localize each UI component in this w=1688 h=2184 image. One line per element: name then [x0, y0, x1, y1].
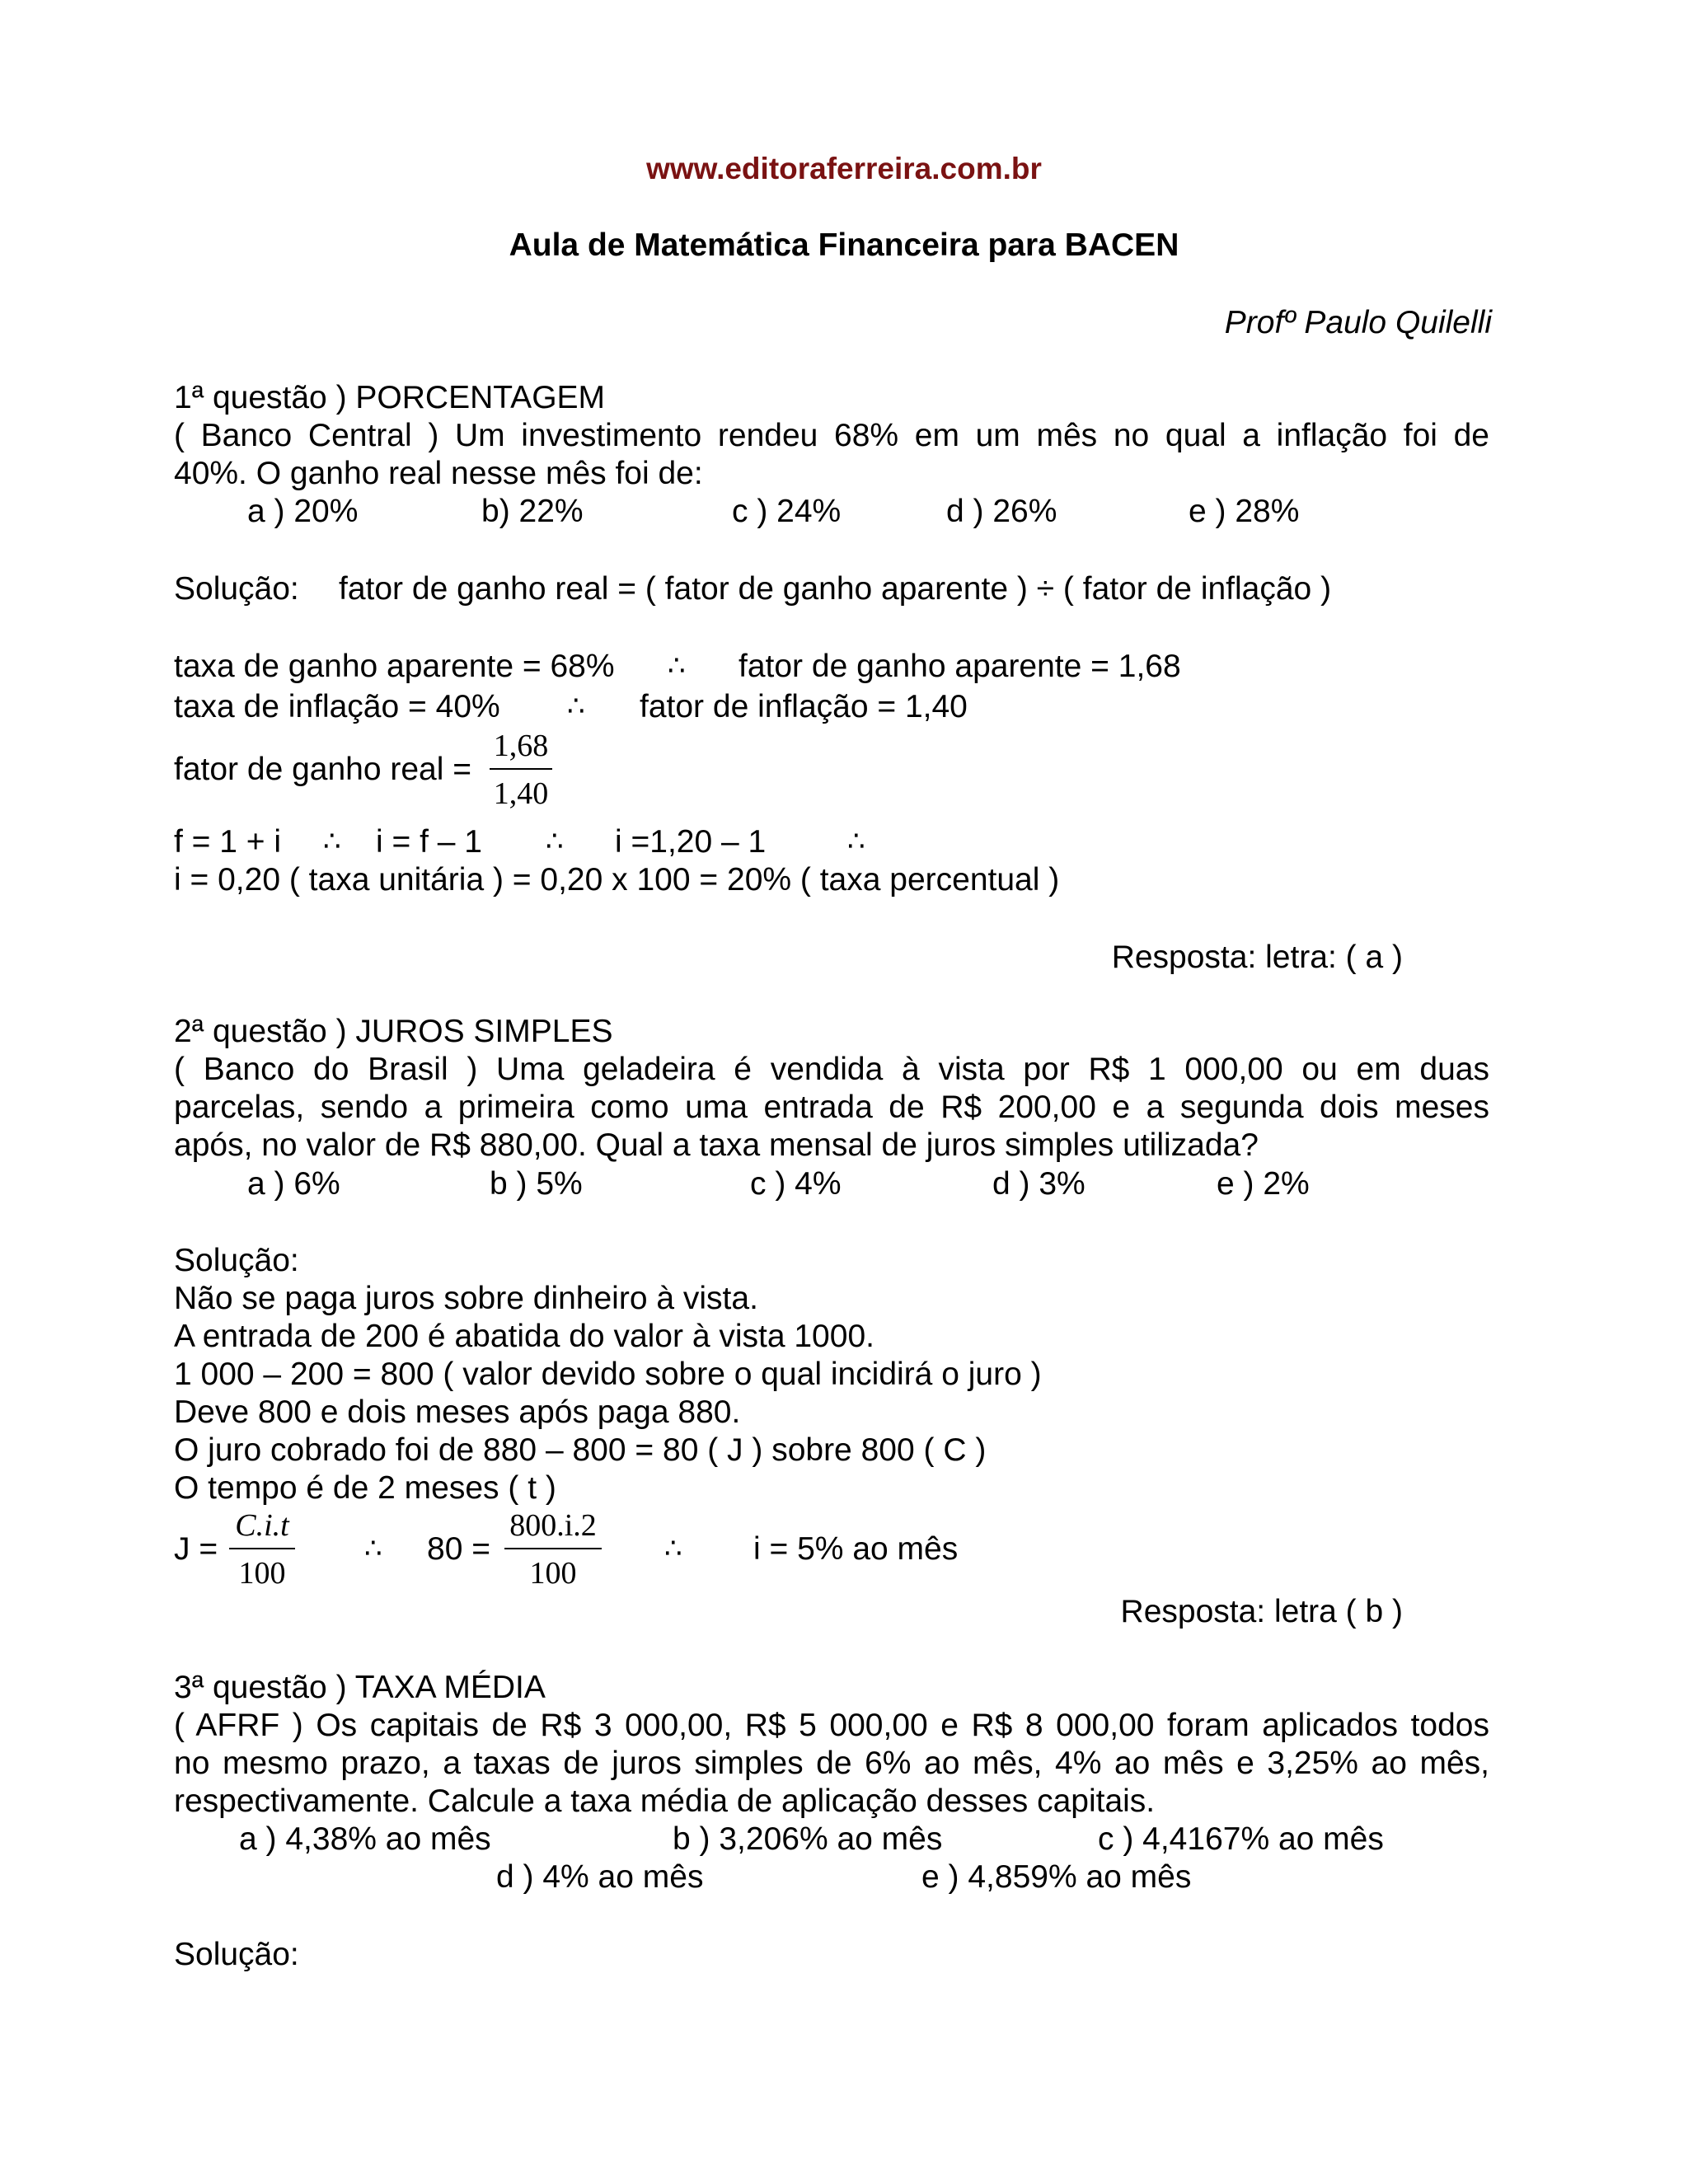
q3-solution-label: Solução:: [174, 1937, 299, 1972]
q2-solution-line: Deve 800 e dois meses após paga 880.: [174, 1394, 741, 1430]
q1-statement-line1: ( Banco Central ) Um investimento rendeu 68% em um mês no qual a inflação foi de: [174, 418, 1489, 453]
q2-j-label: J =: [174, 1531, 218, 1567]
q2-statement-line2: parcelas, sendo a primeira como uma entrada de R$ 200,00 e a segunda dois meses: [174, 1090, 1489, 1125]
q2-option-e: e ) 2%: [1217, 1166, 1310, 1202]
q1-fator-real-label: fator de ganho real =: [174, 752, 472, 787]
q2-j-fraction: [229, 1510, 295, 1589]
therefore-symbol: ∴: [567, 690, 585, 723]
fraction-bar: [490, 768, 552, 770]
q1-option-e: e ) 28%: [1189, 494, 1300, 529]
q3-heading: 3ª questão ) TAXA MÉDIA: [174, 1670, 546, 1705]
q1-f-formula: f = 1 + i: [174, 824, 282, 860]
q1-option-a: a ) 20%: [247, 494, 359, 529]
q2-solution-line: A entrada de 200 é abatida do valor à vista 1000.: [174, 1319, 874, 1354]
q1-result-line: i = 0,20 ( taxa unitária ) = 0,20 x 100 = 20% ( taxa percentual ): [174, 862, 1060, 898]
q2-heading: 2ª questão ) JUROS SIMPLES: [174, 1014, 613, 1049]
q1-option-c: c ) 24%: [732, 494, 842, 529]
q3-option-a: a ) 4,38% ao mês: [239, 1821, 491, 1857]
q2-option-c: c ) 4%: [750, 1166, 842, 1202]
q2-answer: Resposta: letra ( b ): [1120, 1594, 1403, 1629]
q2-solution-line: O juro cobrado foi de 880 – 800 = 80 ( J ) sobre 800 ( C ): [174, 1432, 987, 1468]
q1-statement-line2: 40%. O ganho real nesse mês foi de:: [174, 456, 703, 491]
q3-statement-line2: no mesmo prazo, a taxas de juros simples de 6% ao mês, 4% ao mês e 3,25% ao mês,: [174, 1746, 1489, 1781]
q3-statement-line1: ( AFRF ) Os capitais de R$ 3 000,00, R$ 5 000,00 e R$ 8 000,00 foram aplicados todos: [174, 1708, 1489, 1743]
q2-option-b: b ) 5%: [490, 1166, 583, 1202]
q1-i-value: i =1,20 – 1: [615, 824, 767, 860]
q2-eq-label: 80 =: [427, 1531, 490, 1567]
q1-fator-aparente: fator de ganho aparente = 1,68: [738, 649, 1181, 684]
q2-eq-numerator: 800.i.2: [509, 1508, 597, 1543]
therefore-symbol: ∴: [323, 825, 341, 858]
q2-option-d: d ) 3%: [992, 1166, 1085, 1202]
q3-option-b: b ) 3,206% ao mês: [673, 1821, 943, 1857]
q1-solution-formula: fator de ganho real = ( fator de ganho aparente ) ÷ ( fator de inflação ): [339, 571, 1332, 607]
q1-taxa-aparente: taxa de ganho aparente = 68%: [174, 649, 615, 684]
q2-eq-fraction: [504, 1510, 602, 1589]
q2-option-a: a ) 6%: [247, 1166, 340, 1202]
therefore-symbol: ∴: [364, 1532, 382, 1565]
therefore-symbol: ∴: [546, 825, 564, 858]
q2-solution-line: O tempo é de 2 meses ( t ): [174, 1470, 556, 1506]
q1-solution-label: Solução:: [174, 571, 299, 607]
q1-fraction-numerator: 1,68: [493, 729, 549, 763]
q2-solution-line: 1 000 – 200 = 800 ( valor devido sobre o qual incidirá o juro ): [174, 1357, 1042, 1392]
q1-option-d: d ) 26%: [946, 494, 1057, 529]
therefore-symbol: ∴: [664, 1532, 682, 1565]
q1-fraction-denominator: 1,40: [493, 776, 549, 811]
q2-solution-label: Solução:: [174, 1243, 299, 1278]
author: Profº Paulo Quilelli: [1224, 305, 1492, 340]
q1-answer: Resposta: letra: ( a ): [1111, 940, 1403, 975]
q3-statement-line3: respectivamente. Calcule a taxa média de aplicação desses capitais.: [174, 1783, 1156, 1819]
q1-i-formula: i = f – 1: [376, 824, 482, 860]
q1-fator-inflacao: fator de inflação = 1,40: [640, 689, 968, 724]
site-url: www.editoraferreira.com.br: [646, 152, 1042, 185]
q1-taxa-inflacao: taxa de inflação = 40%: [174, 689, 500, 724]
fraction-bar: [504, 1548, 602, 1549]
q1-fraction: [490, 730, 552, 809]
q1-heading: 1ª questão ) PORCENTAGEM: [174, 380, 606, 415]
therefore-symbol: ∴: [668, 649, 686, 682]
therefore-symbol: ∴: [847, 825, 865, 858]
q2-eq-denominator: 100: [529, 1556, 577, 1591]
page-title: Aula de Matemática Financeira para BACEN: [509, 227, 1179, 263]
q3-option-c: c ) 4,4167% ao mês: [1098, 1821, 1384, 1857]
q3-option-d: d ) 4% ao mês: [496, 1859, 704, 1895]
q2-statement-line1: ( Banco do Brasil ) Uma geladeira é vendida à vista por R$ 1 000,00 ou em duas: [174, 1052, 1489, 1087]
fraction-bar: [229, 1548, 295, 1549]
q2-j-numerator: C.i.t: [235, 1508, 289, 1543]
q2-j-denominator: 100: [238, 1556, 286, 1591]
q2-solution-line: Não se paga juros sobre dinheiro à vista.: [174, 1281, 758, 1316]
q2-statement-line3: após, no valor de R$ 880,00. Qual a taxa mensal de juros simples utilizada?: [174, 1127, 1259, 1163]
q1-option-b: b) 22%: [481, 494, 584, 529]
q2-result: i = 5% ao mês: [753, 1531, 959, 1567]
q3-option-e: e ) 4,859% ao mês: [921, 1859, 1192, 1895]
